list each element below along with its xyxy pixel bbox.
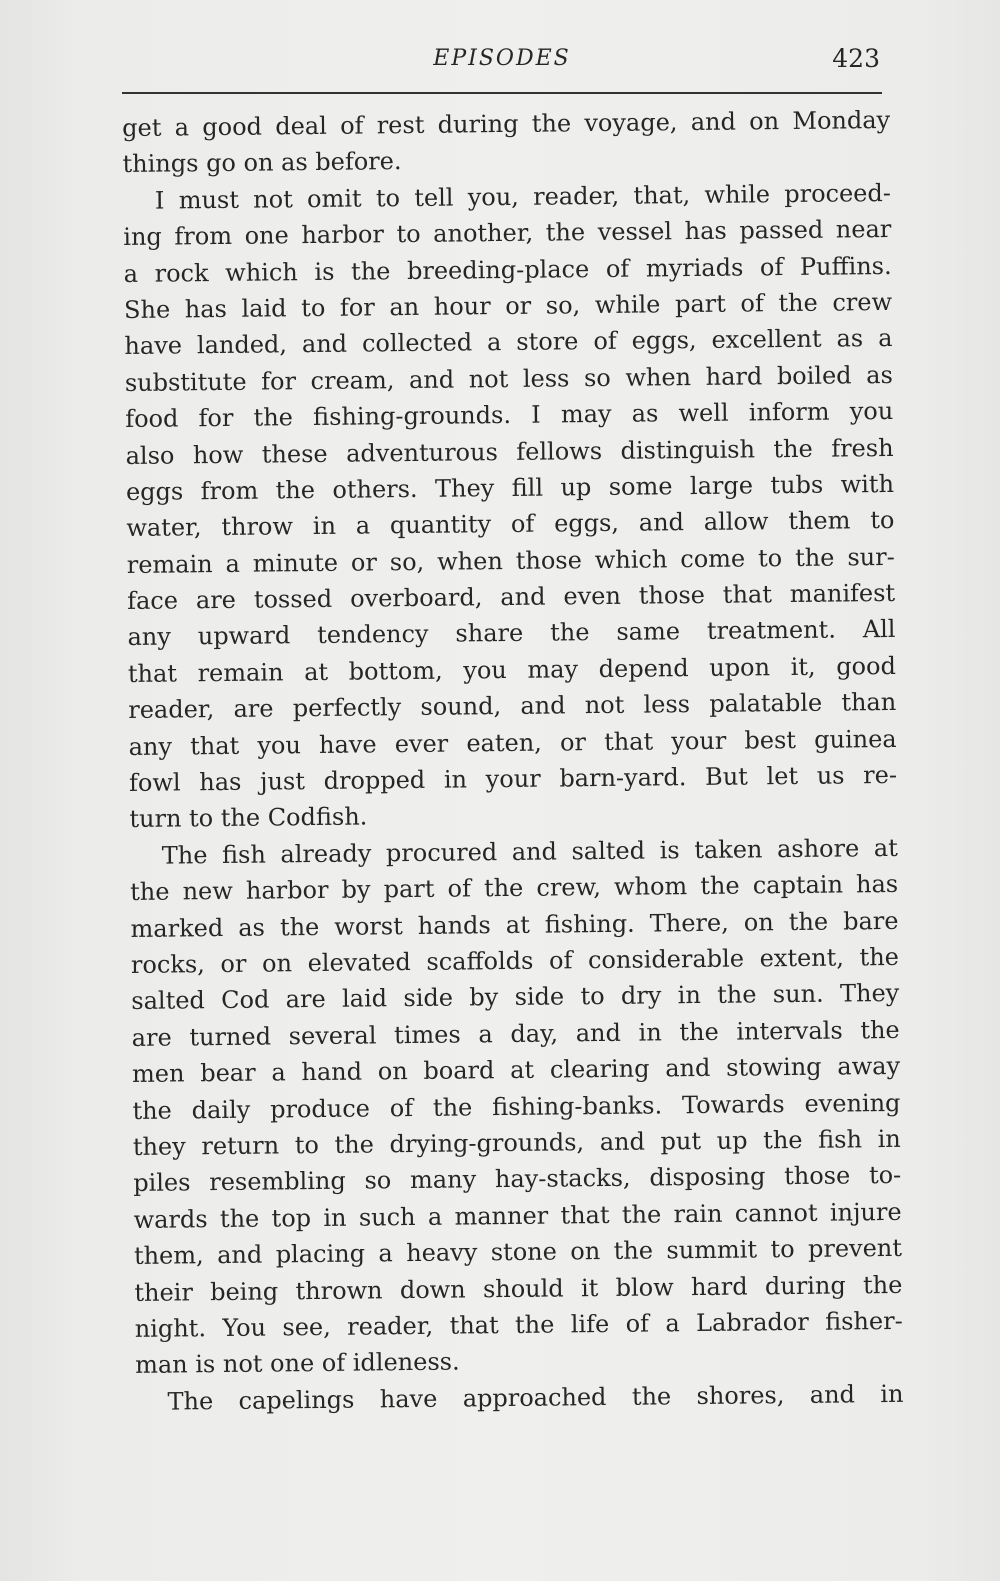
text-line: also how these adventurous fellows distinguish the fresh	[125, 433, 894, 470]
running-title: EPISODES	[433, 46, 571, 71]
text-line: them, and placing a heavy stone on the summit to prevent	[133, 1234, 903, 1271]
text-line: a rock which is the breeding-place of myriads of Puffins.	[123, 251, 892, 288]
text-line: that remain at bottom, you may depend upon it, good	[127, 651, 897, 688]
text-line: The capelings have approached the shores, and in	[167, 1379, 904, 1416]
text-line: any upward tendency share the same treatment. All	[127, 615, 896, 652]
header-rule	[122, 92, 882, 94]
body-text	[122, 102, 904, 1420]
text-line: wards the top in such a manner that the rain cannot injure	[133, 1197, 902, 1234]
text-line: face are tossed overboard, and even those that manifest	[126, 579, 896, 616]
text-line: water, throw in a quantity of eggs, and allow them to	[126, 506, 895, 543]
text-line: night. You see, reader, that the life of a Labrador fisher-	[134, 1306, 903, 1343]
text-line: remain a minute or so, when those which come to the sur-	[126, 542, 895, 579]
text-line: have landed, and collected a store of eggs, excellent as a	[124, 324, 893, 361]
text-line: food for the fishing-grounds. I may as well inform you	[125, 397, 894, 434]
text-line: their being thrown down should it blow hard during the	[134, 1270, 903, 1307]
text-line: men bear a hand on board at clearing and stowing away	[131, 1052, 901, 1089]
text-line: rocks, or on elevated scaffolds of considerable extent, the	[130, 942, 900, 979]
text-line: substitute for cream, and not less so when hard boiled as	[124, 360, 893, 397]
text-line: She has laid to for an hour or so, while part of the crew	[123, 287, 893, 324]
text-line: man is not one of idleness.	[134, 1347, 460, 1380]
text-line: things go on as before.	[122, 147, 402, 179]
text-line: the new harbor by part of the crew, whom the captain has	[130, 870, 899, 907]
text-line: piles resembling so many hay-stacks, disposing those to-	[133, 1161, 902, 1198]
text-line: turn to the Codfish.	[129, 802, 368, 834]
text-line: the daily produce of the fishing-banks. Towards evening	[132, 1088, 901, 1125]
text-line: I must not omit to tell you, reader, that, while proceed-	[154, 178, 892, 215]
text-line: get a good deal of rest during the voyage, and on Monday	[122, 105, 891, 142]
text-line: marked as the worst hands at fishing. There, on the bare	[130, 906, 899, 943]
text-line: are turned several times a day, and in the intervals the	[131, 1015, 900, 1052]
text-line: reader, are perfectly sound, and not less palatable than	[128, 688, 897, 725]
page-number: 423	[832, 44, 880, 73]
text-line: eggs from the others. They fill up some large tubs with	[125, 469, 895, 506]
text-line: any that you have ever eaten, or that your best guinea	[128, 724, 897, 761]
running-head	[122, 40, 882, 80]
text-line: fowl has just dropped in your barn-yard. But let us re-	[128, 760, 898, 797]
text-line: salted Cod are laid side by side to dry in the sun. They	[131, 979, 900, 1016]
text-line: they return to the drying-grounds, and put up the fish in	[132, 1124, 901, 1161]
text-line: The fish already procured and salted is taken ashore at	[161, 833, 898, 870]
text-line: ing from one harbor to another, the vessel has passed near	[123, 215, 892, 252]
